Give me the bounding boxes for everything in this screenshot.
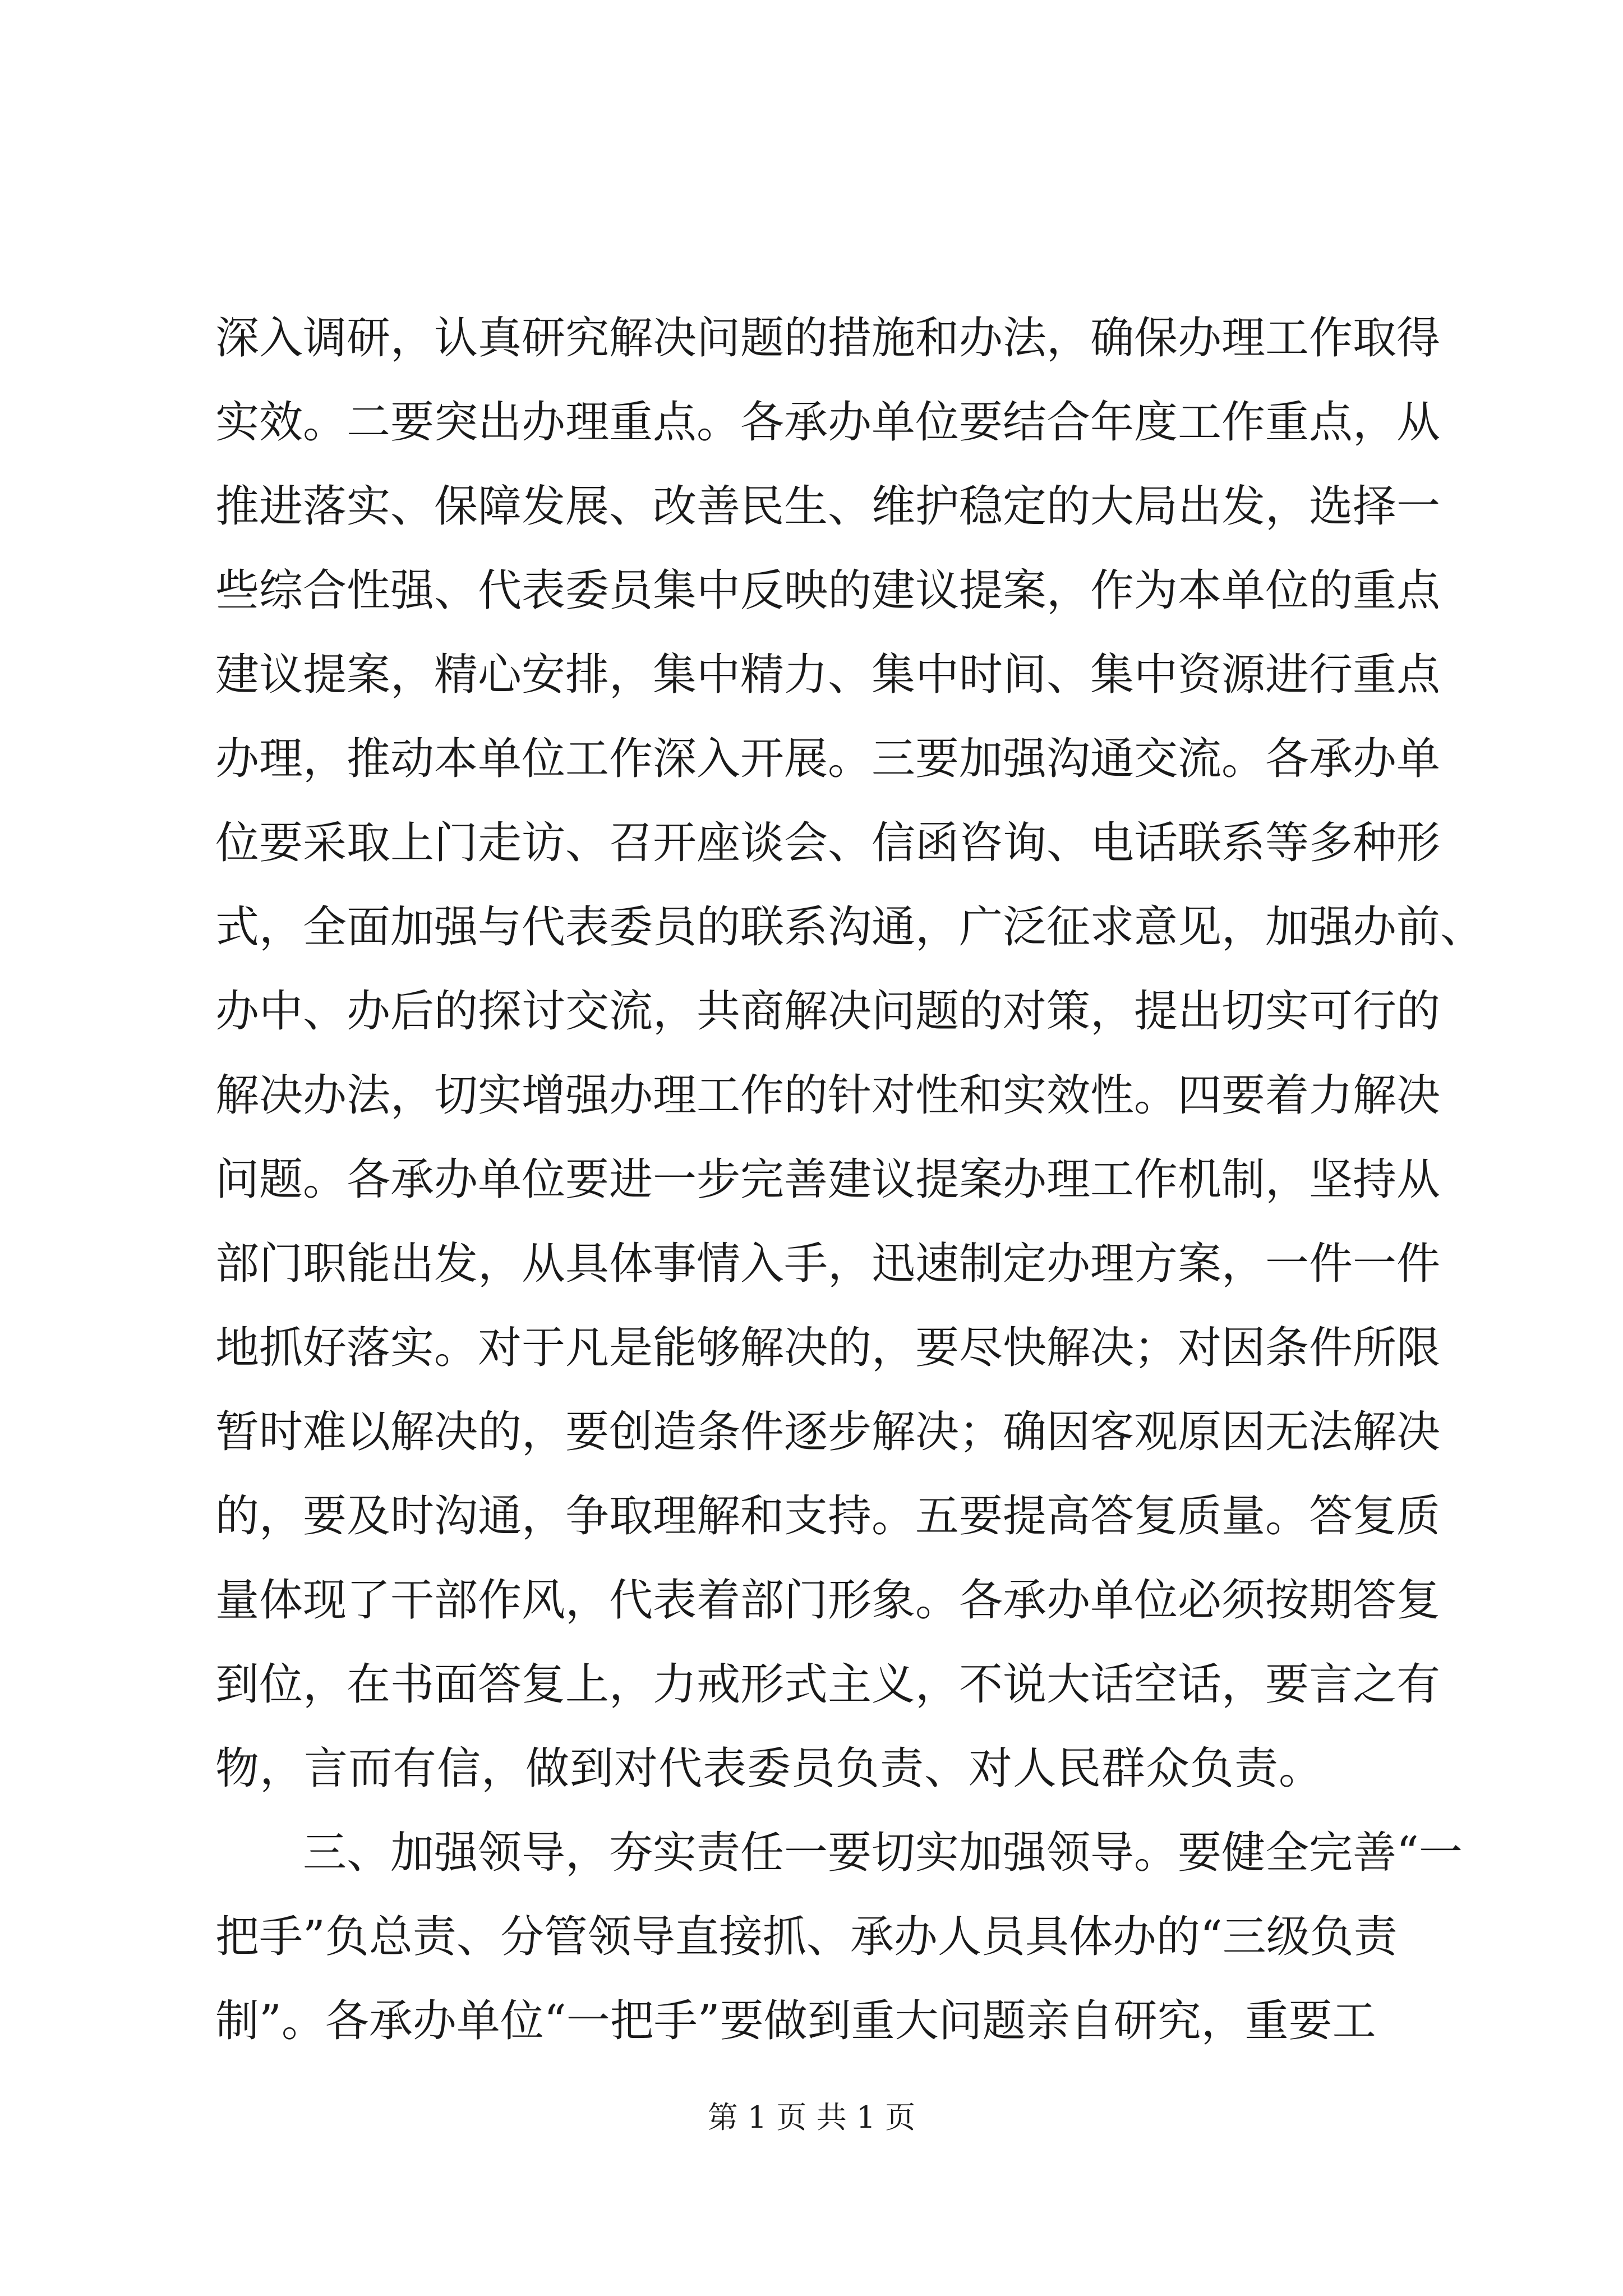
text-line: 到位，在书面答复上，力戒形式主义，不说大话空话，要言之有 [215,1659,1441,1710]
text-line: 位要采取上门走访、召开座谈会、信函咨询、电话联系等多种形 [215,818,1441,868]
text-line: 问题。各承办单位要进一步完善建议提案办理工作机制，坚持从 [215,1154,1441,1205]
text-line: 制”。各承办单位“一把手”要做到重大问题亲自研究，重要工 [215,1996,1376,2046]
text-line: 办理，推动本单位工作深入开展。三要加强沟通交流。各承办单 [215,734,1441,784]
text-line: 式，全面加强与代表委员的联系沟通，广泛征求意见，加强办前、 [215,902,1484,953]
text-line: 地抓好落实。对于凡是能够解决的，要尽快解决；对因条件所限 [215,1323,1441,1373]
text-line: 量体现了干部作风，代表着部门形象。各承办单位必须按期答复 [215,1575,1441,1626]
paragraph-start-line: 三、加强领导，夯实责任一要切实加强领导。要健全完善“一 [303,1828,1463,1878]
text-line: 解决办法，切实增强办理工作的针对性和实效性。四要着力解决 [215,1070,1441,1121]
text-line: 暂时难以解决的，要创造条件逐步解决；确因客观原因无法解决 [215,1407,1441,1457]
text-line: 的，要及时沟通，争取理解和支持。五要提高答复质量。答复质 [215,1491,1441,1542]
text-line: 实效。二要突出办理重点。各承办单位要结合年度工作重点，从 [215,397,1441,448]
text-line: 深入调研，认真研究解决问题的措施和办法，确保办理工作取得 [215,313,1441,364]
text-line: 建议提案，精心安排，集中精力、集中时间、集中资源进行重点 [215,650,1441,700]
text-line: 物，言而有信，做到对代表委员负责、对人民群众负责。 [215,1743,1324,1794]
text-line: 部门职能出发，从具体事情入手，迅速制定办理方案，一件一件 [215,1239,1441,1289]
text-line: 些综合性强、代表委员集中反映的建议提案，作为本单位的重点 [215,565,1441,616]
text-line: 把手”负总责、分管领导直接抓、承办人员具体办的“三级负责 [215,1912,1398,1962]
page-number-footer: 第 1 页 共 1 页 [707,2100,916,2135]
text-line: 办中、办后的探讨交流，共商解决问题的对策，提出切实可行的 [215,986,1441,1037]
text-line: 推进落实、保障发展、改善民生、维护稳定的大局出发，选择一 [215,481,1441,532]
